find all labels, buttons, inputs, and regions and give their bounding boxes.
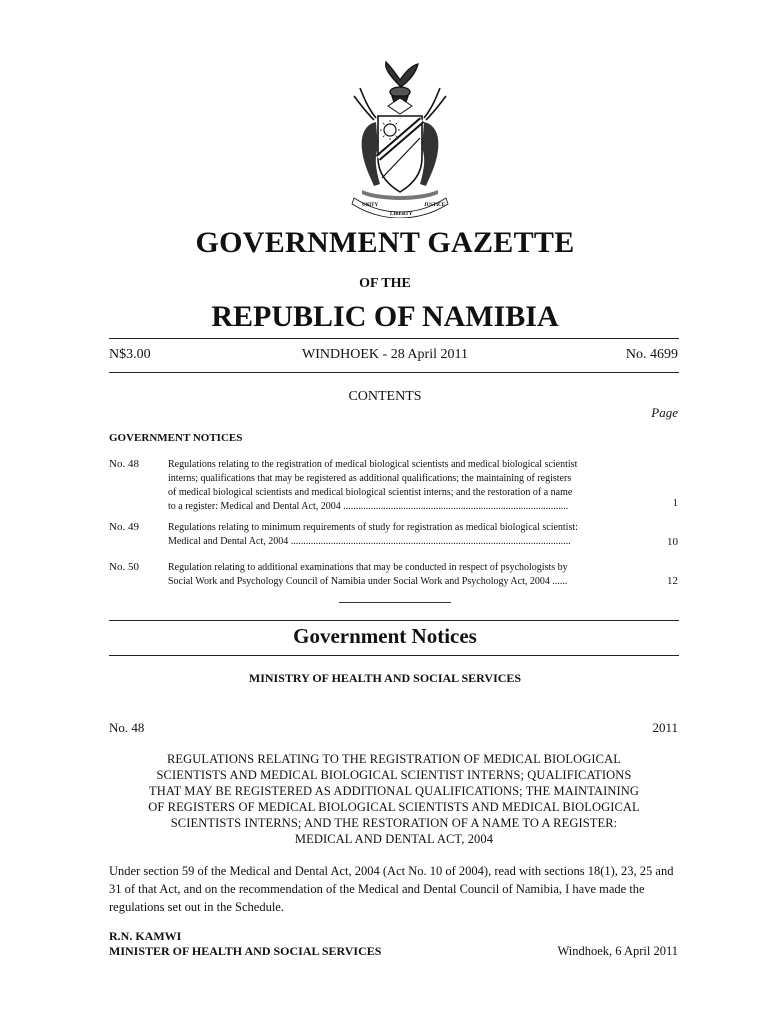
- toc-section-heading: GOVERNMENT NOTICES: [109, 432, 243, 444]
- regulation-title-line: REGULATIONS RELATING TO THE REGISTRATION OF MEDICAL BIOLOGICAL: [167, 752, 621, 766]
- gazette-title: GOVERNMENT GAZETTE: [195, 226, 575, 259]
- notices-rule-top: [109, 620, 679, 621]
- toc-line: to a register: Medical and Dental Act, 2004 ..........................................................................................: [168, 501, 569, 512]
- signatory-title: MINISTER OF HEALTH AND SOCIAL SERVICES: [109, 944, 382, 958]
- toc-line: Regulation relating to additional examinations that may be conducted in respect of psychologists by: [168, 562, 568, 573]
- notice-body: Under section 59 of the Medical and Dental Act, 2004 (Act No. 10 of 2004), read with sections 18(1), 23, 25 and 31 of that Act, and on the recommendation of the Medical and Dental Council of Namibia, I have made the regulations set out in the Schedule.: [109, 864, 674, 914]
- issue-place-date: WINDHOEK - 28 April 2011: [302, 347, 468, 362]
- regulation-title: [109, 751, 679, 847]
- signatory-name: R.N. KAMWI: [109, 929, 182, 943]
- toc-line: Regulations relating to the registration of medical biological scientists and medical biological scientist: [168, 459, 578, 470]
- regulation-title-line: OF REGISTERS OF MEDICAL BIOLOGICAL SCIENTISTS AND MEDICAL BIOLOGICAL: [148, 800, 640, 814]
- regulation-title-line: MEDICAL AND DENTAL ACT, 2004: [294, 832, 494, 846]
- masthead-rule-bottom: [109, 372, 679, 373]
- motto-justice: JUSTICE: [424, 203, 446, 208]
- toc-line: interns; qualifications that may be registered as additional qualifications; the maintaining of registers: [168, 473, 572, 484]
- contents-heading: CONTENTS: [348, 389, 422, 404]
- toc-item-description: [168, 561, 638, 589]
- toc-line: Medical and Dental Act, 2004 ................................................................................................................: [168, 536, 571, 547]
- toc-item-page: 1: [672, 497, 678, 509]
- regulation-title-line: THAT MAY BE REGISTERED AS ADDITIONAL QUALIFICATIONS; THE MAINTAINING: [148, 784, 640, 798]
- toc-item-number: No. 50: [109, 561, 139, 573]
- regulation-title-line: SCIENTISTS INTERNS; AND THE RESTORATION OF A NAME TO A REGISTER:: [170, 816, 618, 830]
- masthead-rule-top: [109, 338, 679, 339]
- of-the-label: OF THE: [359, 276, 411, 291]
- motto-unity: UNITY: [362, 203, 379, 208]
- toc-item-description: [168, 521, 638, 549]
- toc-item-number: No. 49: [109, 521, 139, 533]
- signed-place-date: Windhoek, 6 April 2011: [557, 944, 678, 958]
- coat-of-arms-icon: [340, 58, 460, 218]
- notice-year: 2011: [652, 720, 678, 735]
- issue-number: No. 4699: [625, 347, 678, 362]
- page-column-label: Page: [651, 405, 678, 420]
- toc-item-page: 10: [667, 536, 678, 548]
- toc-line: of medical biological scientists and medical biological scientist interns; and the restoration of a name: [168, 487, 573, 498]
- ministry-heading: MINISTRY OF HEALTH AND SOCIAL SERVICES: [248, 671, 522, 685]
- toc-item-number: No. 48: [109, 458, 139, 470]
- toc-line: Regulations relating to minimum requirements of study for registration as medical biological scientist:: [168, 522, 578, 533]
- toc-line: Social Work and Psychology Council of Namibia under Social Work and Psychology Act, 2004 ......: [168, 576, 568, 587]
- notices-rule-bottom: [109, 655, 679, 656]
- motto-liberty: LIBERTY: [390, 212, 413, 217]
- notice-number: No. 48: [109, 720, 145, 735]
- toc-item-page: 12: [667, 575, 678, 587]
- issue-price: N$3.00: [109, 347, 151, 362]
- toc-item-description: [168, 458, 638, 514]
- contents-end-rule: [339, 602, 451, 603]
- republic-title: REPUBLIC OF NAMIBIA: [211, 300, 559, 333]
- regulation-title-line: SCIENTISTS AND MEDICAL BIOLOGICAL SCIENTIST INTERNS; QUALIFICATIONS: [156, 768, 632, 782]
- government-notices-heading: Government Notices: [293, 624, 477, 648]
